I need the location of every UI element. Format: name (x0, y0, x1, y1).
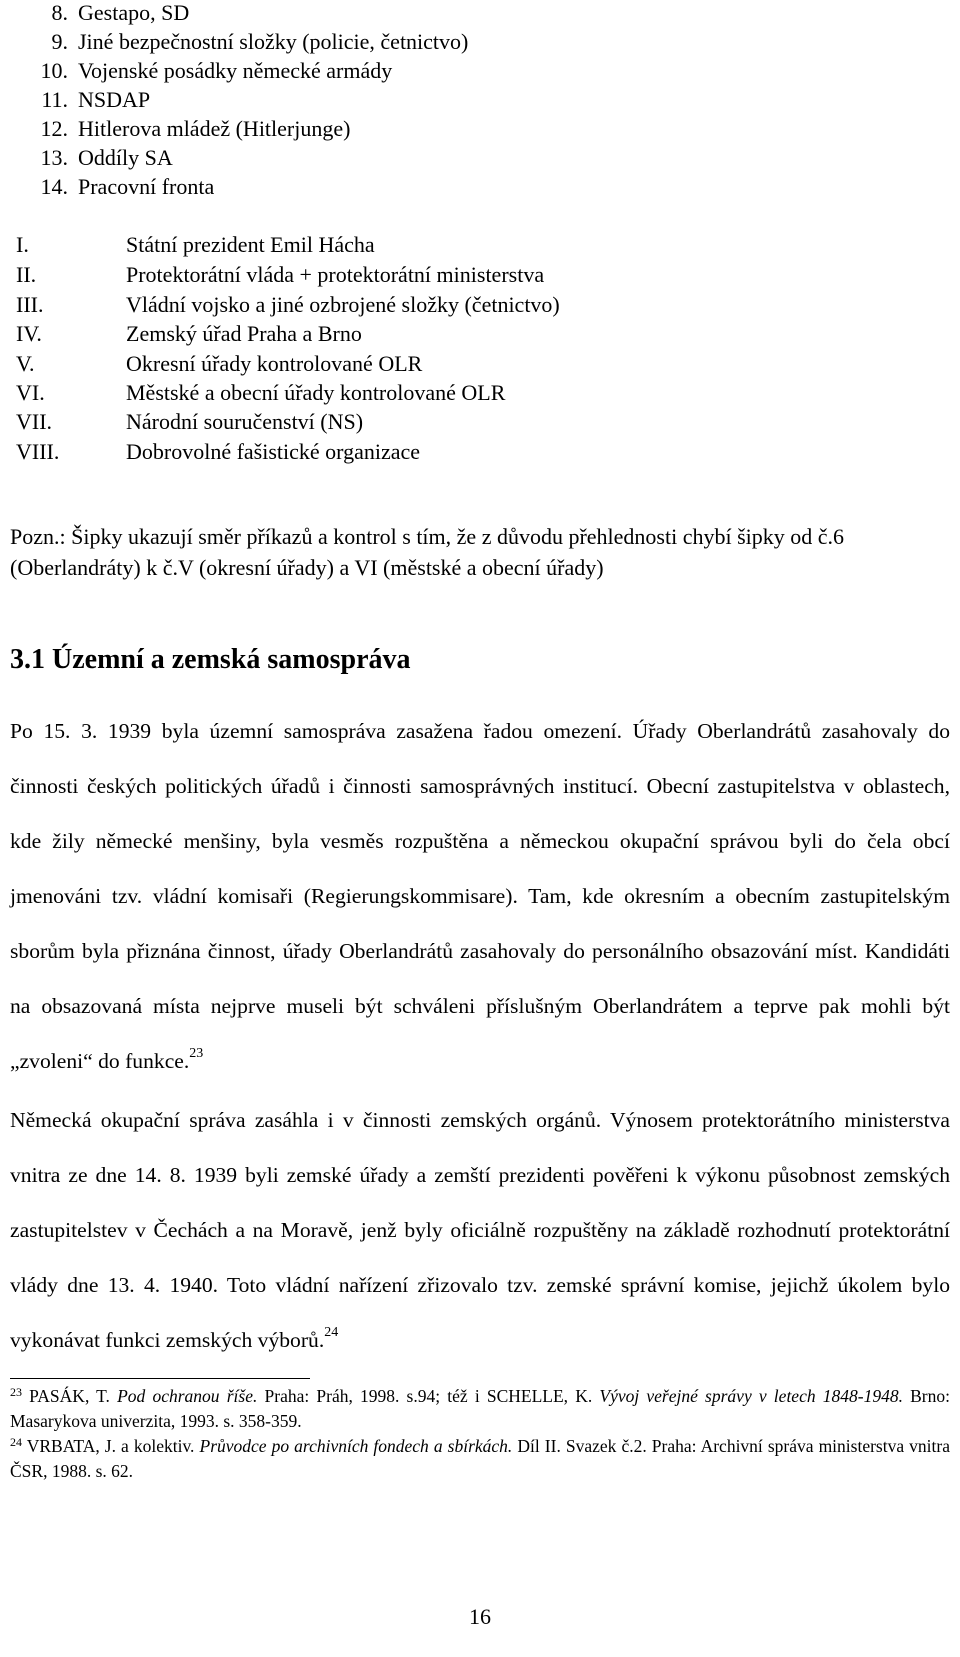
footnote (10, 1384, 950, 1434)
list-item-text: Zemský úřad Praha a Brno (126, 321, 362, 346)
list-item-number: 12. (40, 116, 68, 141)
note-text: : Šipky ukazují směr příkazů a kontrol s tím, že z důvodu přehlednosti chybí šipky od č.6 (Oberlandráty) k č.V (okresní úřady) a VI (městské a obecní úřady) (10, 524, 845, 580)
list-item (16, 349, 422, 379)
footnote-reference[interactable]: 23 (189, 1046, 204, 1061)
list-item-text: Vojenské posádky německé armády (78, 58, 393, 83)
footnote-number: 23 (10, 1385, 22, 1399)
list-item-number: 11. (41, 87, 68, 112)
footnote-separator (10, 1378, 310, 1379)
paragraph-text: Německá okupační správa zasáhla i v činnosti zemských orgánů. Výnosem protektorátního ministerstva vnitra ze dne 14. 8. 1939 byli zemské úřady a zemští prezidenti pověřeni k výkonu působnost zemských zastupitelstev v Čechách a na Moravě, jenž byly oficiálně rozpuštěny na základě rozhodnutí protektorátní vlády dne 13. 4. 1940. Toto vládní nařízení zřizovalo tzv. zemské správní komise, jejichž úkolem bylo vykonávat funkci zemských výborů. (10, 1108, 950, 1352)
list-item (16, 319, 362, 349)
list-item-text: Městské a obecní úřady kontrolované OLR (126, 380, 506, 405)
paragraph (10, 704, 950, 1089)
footnote-text: Praha: Práh, 1998. s.94; též i SCHELLE, K. (257, 1386, 600, 1406)
list-item-number: 9. (51, 29, 68, 54)
footnotes (10, 1384, 950, 1484)
list-item-number: 14. (40, 174, 68, 199)
list-item-text: Národní souručenství (NS) (126, 409, 364, 434)
list-item (16, 290, 560, 320)
list-item-number: V. (16, 351, 35, 376)
list-item-text: NSDAP (78, 87, 151, 112)
list-item-number: 8. (51, 0, 68, 25)
footnote-text: Brno: Masarykova univerzita, 1993. s. 358-359. (10, 1386, 950, 1431)
footnote-text: VRBATA, J. a kolektiv. (22, 1436, 200, 1456)
list-item-number: VIII. (16, 439, 60, 464)
list-item-number: IV. (16, 321, 42, 346)
paragraph (10, 1093, 950, 1368)
page-number: 16 (469, 1604, 491, 1629)
list-item-text: Dobrovolné fašistické organizace (126, 439, 421, 464)
list-item-number: VII. (16, 409, 53, 434)
list-item-text: Gestapo, SD (78, 0, 190, 25)
list-item-number: II. (16, 262, 37, 287)
list-item (16, 172, 214, 202)
footnote-reference[interactable]: 24 (324, 1325, 339, 1340)
list-item-number: III. (16, 292, 44, 317)
list-item-text: Státní prezident Emil Hácha (126, 232, 375, 257)
list-item (16, 230, 375, 260)
list-item-text: Protektorátní vláda + protektorátní ministerstva (126, 262, 545, 287)
list-item-text: Pracovní fronta (78, 174, 215, 199)
footnote-text: PASÁK, T. (22, 1386, 118, 1406)
note-label: Pozn. (10, 524, 60, 549)
list-item-text: Okresní úřady kontrolované OLR (126, 351, 423, 376)
footnote-title: Průvodce po archivních fondech a sbírkách. (199, 1436, 513, 1456)
list-item (16, 378, 505, 408)
list-item (16, 114, 350, 144)
list-item-number: I. (16, 232, 29, 257)
list-item-number: 10. (40, 58, 68, 83)
list-item-number: 13. (40, 145, 68, 170)
footnote (10, 1434, 950, 1484)
list-item (16, 0, 189, 28)
list-item (16, 27, 468, 57)
list-item (16, 437, 420, 467)
list-item (16, 85, 150, 115)
list-item (16, 56, 392, 86)
list-item (16, 407, 363, 437)
list-item (16, 260, 544, 290)
section-heading: 3.1 Územní a zemská samospráva (10, 644, 411, 675)
list-item (16, 143, 173, 173)
footnote-number: 24 (10, 1435, 22, 1449)
footnote-title: Vývoj veřejné správy v letech 1848-1948. (599, 1386, 903, 1406)
list-item-text: Hitlerova mládež (Hitlerjunge) (78, 116, 351, 141)
list-item-number: VI. (16, 380, 45, 405)
footnote-title: Pod ochranou říše. (117, 1386, 258, 1406)
list-item-text: Vládní vojsko a jiné ozbrojené složky (četnictvo) (126, 292, 560, 317)
diagram-note (10, 521, 950, 583)
list-item-text: Oddíly SA (78, 145, 173, 170)
footnote-text: Díl II. Svazek č.2. Praha: Archivní správa ministerstva vnitra ČSR, 1988. s. 62. (10, 1436, 950, 1481)
list-item-text: Jiné bezpečnostní složky (policie, četnictvo) (78, 29, 469, 54)
paragraph-text: Po 15. 3. 1939 byla územní samospráva zasažena řadou omezení. Úřady Oberlandrátů zasahovaly do činnosti českých politických úřadů i činnosti samosprávných institucí. Obecní zastupitelstva v oblastech, kde žily německé menšiny, byla vesměs rozpuštěna a německou okupační správou byli do čela obcí jmenováni tzv. vládní komisaři (Regierungskommisare). Tam, kde okresním a obecním zastupitelským sborům byla přiznána činnost, úřady Oberlandrátů zasahovaly do personálního obsazování míst. Kandidáti na obsazovaná místa nejprve museli být schváleni příslušným Oberlandrátem a teprve pak mohli být „zvoleni“ do funkce. (10, 719, 950, 1073)
